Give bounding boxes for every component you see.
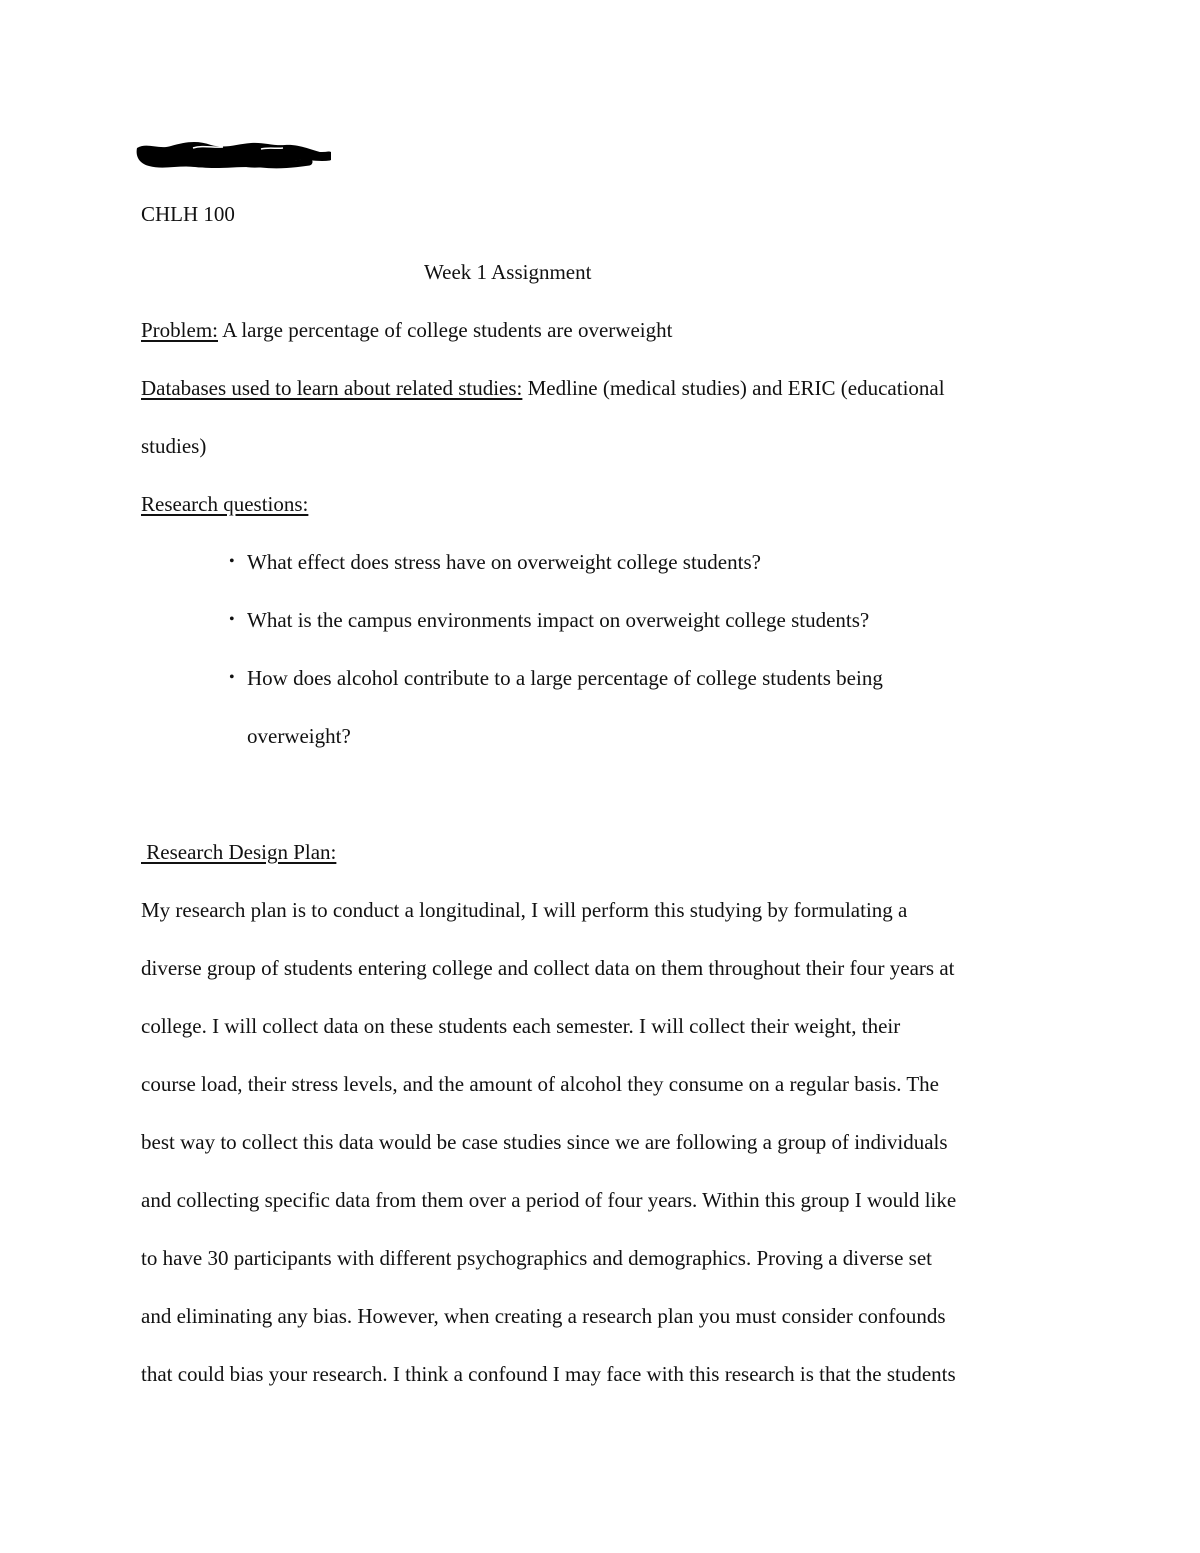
databases-text: Medline (medical studies) and ERIC (educational [522, 376, 945, 400]
bullet-icon: • [229, 669, 235, 686]
paragraph-line: best way to collect this data would be case studies since we are following a group of individuals [141, 1130, 948, 1154]
paragraph-line: that could bias your research. I think a confound I may face with this research is that the students [141, 1362, 956, 1386]
paragraph-line: My research plan is to conduct a longitudinal, I will perform this studying by formulating a [141, 898, 908, 922]
problem-line [141, 316, 672, 344]
research-design-plan-label: Research Design Plan: [141, 840, 337, 864]
databases-line [141, 374, 945, 402]
assignment-title: Week 1 Assignment [424, 260, 592, 284]
databases-label: Databases used to learn about related studies: [141, 376, 523, 400]
paragraph-line: and eliminating any bias. However, when creating a research plan you must consider confounds [141, 1304, 946, 1328]
problem-label: Problem: [141, 318, 218, 342]
bullet-icon: • [229, 611, 235, 628]
paragraph-line: college. I will collect data on these students each semester. I will collect their weight, their [141, 1014, 901, 1038]
question-text-continuation: overweight? [247, 724, 351, 748]
paragraph-line: diverse group of students entering college and collect data on them throughout their four years at [141, 956, 955, 980]
databases-continuation: studies) [141, 434, 207, 458]
bullet-icon: • [229, 553, 235, 570]
redacted-name-scribble [133, 136, 331, 176]
question-text: What effect does stress have on overweight college students? [247, 550, 761, 574]
question-text: How does alcohol contribute to a large percentage of college students being [247, 666, 883, 690]
paragraph-line: to have 30 participants with different psychographics and demographics. Proving a diverse set [141, 1246, 932, 1270]
course-code: CHLH 100 [141, 202, 235, 226]
paragraph-line: course load, their stress levels, and the amount of alcohol they consume on a regular basis. The [141, 1072, 939, 1096]
problem-text: A large percentage of college students are overweight [218, 318, 673, 342]
paragraph-line: and collecting specific data from them over a period of four years. Within this group I would like [141, 1188, 957, 1212]
question-text: What is the campus environments impact on overweight college students? [247, 608, 870, 632]
research-questions-label: Research questions: [141, 492, 309, 516]
